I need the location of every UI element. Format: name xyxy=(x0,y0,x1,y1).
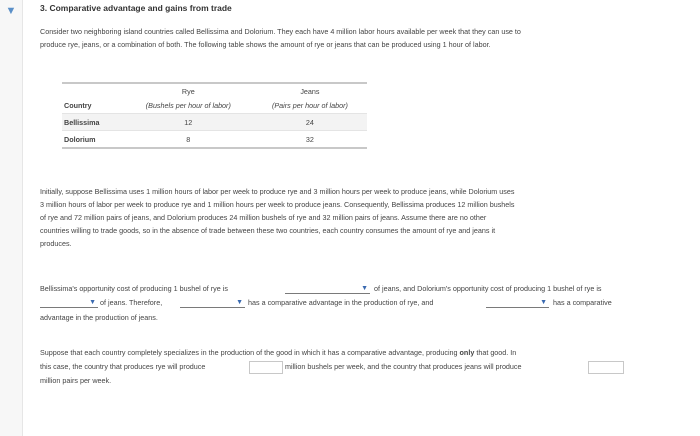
opp-text-5: has a comparative xyxy=(553,298,612,307)
intro-line-2: produce rye, jeans, or a combination of both. The following table shows the amount of rye or jeans that can be produced using 1 hour of labor. xyxy=(40,40,491,49)
caret-down-icon: ▼ xyxy=(236,299,243,306)
spec-text-1b: that good. In xyxy=(476,348,517,357)
caret-down-icon: ▼ xyxy=(361,285,368,292)
intro-paragraph xyxy=(40,25,521,51)
rye-cell: 8 xyxy=(124,131,253,148)
chevron-down-icon[interactable]: ▼ xyxy=(5,5,17,17)
spec-text-1 xyxy=(40,348,516,358)
left-panel-strip xyxy=(0,0,23,436)
country-cell: Bellissima xyxy=(62,114,124,131)
jeans-production-input[interactable] xyxy=(588,361,624,374)
header-rye-unit: (Bushels per hour of labor) xyxy=(145,101,231,110)
dolorium-opp-cost-dropdown[interactable] xyxy=(40,298,98,308)
bellissima-opp-cost-dropdown[interactable] xyxy=(285,284,370,294)
spec-bold-only: only xyxy=(459,348,475,357)
scenario-line-3: of rye and 72 million pairs of jeans, and Dolorium produces 24 million bushels of rye and 32 million pairs of jeans. Assume there are no other xyxy=(40,213,487,222)
jeans-cell: 24 xyxy=(253,114,367,131)
question-title: 3. Comparative advantage and gains from trade xyxy=(40,3,232,13)
spec-text-1a: Suppose that each country completely specializes in the production of the good in which it has a comparative advantage, producing xyxy=(40,348,458,357)
spec-text-3: million bushels per week, and the country that produces jeans will produce xyxy=(285,362,522,371)
intro-line-1: Consider two neighboring island countries called Bellissima and Dolorium. They each have 4 million labor hours available per week that they can use to xyxy=(40,27,521,36)
rye-advantage-dropdown[interactable] xyxy=(180,298,245,308)
scenario-line-2: 3 million hours of labor per week to produce rye and 1 million hours per week to produce jeans. Consequently, Bellissima produces 12 million bushels xyxy=(40,200,515,209)
caret-down-icon: ▼ xyxy=(89,299,96,306)
table-row xyxy=(62,114,367,131)
scenario-line-4: countries willing to trade goods, so in the absence of trade between these two countries, each country consumes the amount of rye and jeans it xyxy=(40,226,496,235)
scenario-line-5: produces. xyxy=(40,239,72,248)
production-table xyxy=(62,82,367,149)
scenario-line-1: Initially, suppose Bellissima uses 1 million hours of labor per week to produce rye and 3 million hours per week to produce jeans, while Dolorium uses xyxy=(40,187,515,196)
opp-text-1: Bellissima's opportunity cost of producing 1 bushel of rye is xyxy=(40,284,228,293)
table-row xyxy=(62,131,367,148)
jeans-advantage-dropdown[interactable] xyxy=(486,298,549,308)
opp-text-6: advantage in the production of jeans. xyxy=(40,313,158,322)
header-jeans: Jeans xyxy=(300,86,320,96)
opp-text-4: has a comparative advantage in the production of rye, and xyxy=(248,298,434,307)
spec-text-2: this case, the country that produces rye will produce xyxy=(40,362,206,371)
header-jeans-unit: (Pairs per hour of labor) xyxy=(271,101,348,110)
opp-text-2: of jeans, and Dolorium's opportunity cost of producing 1 bushel of rye is xyxy=(374,284,602,293)
rye-cell: 12 xyxy=(124,114,253,131)
spec-text-4: million pairs per week. xyxy=(40,376,112,385)
header-country: Country xyxy=(64,101,92,110)
opp-text-3: of jeans. Therefore, xyxy=(100,298,163,307)
country-cell: Dolorium xyxy=(62,131,124,148)
header-rye: Rye xyxy=(181,86,195,96)
scenario-paragraph xyxy=(40,185,515,250)
rye-production-input[interactable] xyxy=(249,361,283,374)
table-bottom-rule xyxy=(62,147,367,149)
caret-down-icon: ▼ xyxy=(540,299,547,306)
jeans-cell: 32 xyxy=(253,131,367,148)
